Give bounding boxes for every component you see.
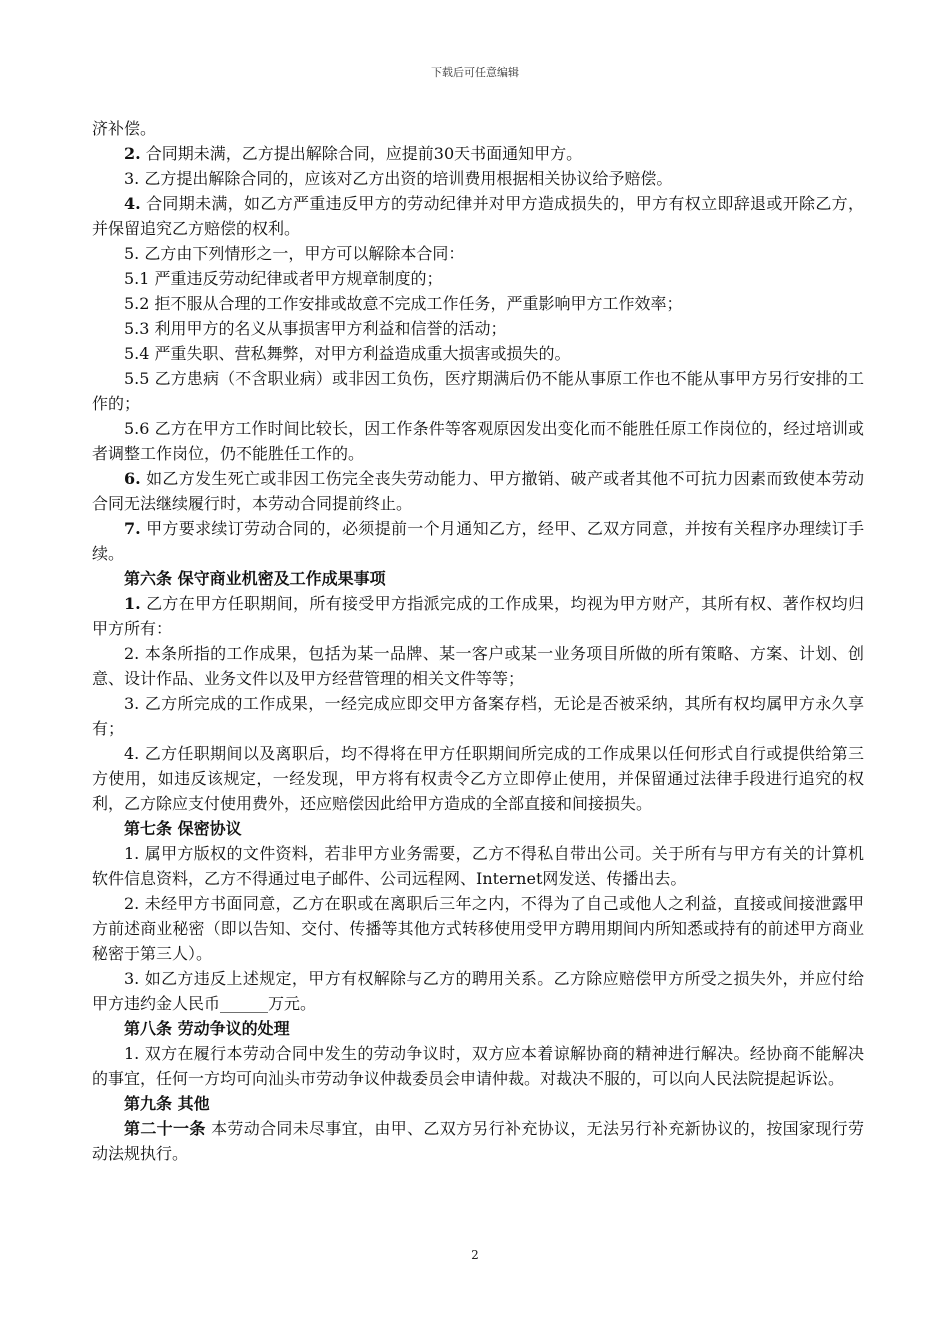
paragraph [92, 366, 864, 416]
paragraph [92, 741, 864, 816]
paragraph [92, 266, 864, 291]
paragraph [92, 416, 864, 466]
paragraph [92, 341, 864, 366]
paragraph [92, 116, 864, 141]
paragraph-text: 第九条 其他 [124, 1094, 210, 1113]
paragraph [92, 1041, 864, 1091]
paragraph [92, 891, 864, 966]
paragraph-text: 5.4 严重失职、营私舞弊，对甲方利益造成重大损害或损失的。 [124, 344, 571, 363]
paragraph-text: 3. 乙方所完成的工作成果，一经完成应即交甲方备案存档，无论是否被采纳，其所有权均属甲方永久享有； [92, 694, 864, 738]
paragraph [92, 316, 864, 341]
paragraph-text: 3. 如乙方违反上述规定，甲方有权解除与乙方的聘用关系。乙方除应赔偿甲方所受之损失外，并应付给甲方违约金人民币______万元。 [92, 969, 864, 1013]
section-heading [92, 566, 864, 591]
paragraph-number: 4. [124, 194, 141, 213]
paragraph-text: 济补偿。 [92, 119, 157, 138]
paragraph-text: 第六条 保守商业机密及工作成果事项 [124, 569, 386, 588]
paragraph-text: 合同期未满，乙方提出解除合同，应提前30天书面通知甲方。 [140, 144, 583, 163]
page-header: 下载后可任意编辑 [431, 66, 519, 79]
paragraph [92, 166, 864, 191]
paragraph-text: 5.6 乙方在甲方工作时间比较长，因工作条件等客观原因发出变化而不能胜任原工作岗位的，经过培训或者调整工作岗位，仍不能胜任工作的。 [92, 419, 864, 463]
paragraph [92, 466, 864, 516]
paragraph-text: 3. 乙方提出解除合同的，应该对乙方出资的培训费用根据相关协议给予赔偿。 [124, 169, 673, 188]
paragraph-text: 第七条 保密协议 [124, 819, 242, 838]
paragraph-text: 第八条 劳动争议的处理 [124, 1019, 290, 1038]
paragraph [92, 966, 864, 1016]
paragraph-text: 5.5 乙方患病（不含职业病）或非因工负伤，医疗期满后仍不能从事原工作也不能从事甲方另行安排的工作的； [92, 369, 864, 413]
paragraph-text: 5. 乙方由下列情形之一，甲方可以解除本合同： [124, 244, 465, 263]
section-heading [92, 1091, 864, 1116]
paragraph [92, 241, 864, 266]
page-number: 2 [471, 1248, 479, 1262]
paragraph-text: 5.1 严重违反劳动纪律或者甲方规章制度的； [124, 269, 443, 288]
paragraph-number: 1. [124, 594, 141, 613]
section-heading [92, 816, 864, 841]
paragraph-text: 1. 双方在履行本劳动合同中发生的劳动争议时，双方应本着谅解协商的精神进行解决。经协商不能解决的事宜，任何一方均可向汕头市劳动争议仲裁委员会申请仲裁。对裁决不服的，可以向人民法院提起诉讼。 [92, 1044, 864, 1088]
paragraph-number: 6. [124, 469, 141, 488]
paragraph-text: 如乙方发生死亡或非因工伤完全丧失劳动能力、甲方撤销、破产或者其他不可抗力因素而致使本劳动合同无法继续履行时，本劳动合同提前终止。 [92, 469, 864, 513]
paragraph-text: 4. 乙方任职期间以及离职后，均不得将在甲方任职期间所完成的工作成果以任何形式自行或提供给第三方使用，如违反该规定，一经发现，甲方将有权责令乙方立即停止使用，并保留通过法律手段进行追究的权利，乙方除应支付使用费外，还应赔偿因此给甲方造成的全部直接和间接损失。 [92, 744, 864, 813]
paragraph-text: 5.2 拒不服从合理的工作安排或故意不完成工作任务，严重影响甲方工作效率； [124, 294, 683, 313]
paragraph-text: 本劳动合同未尽事宜，由甲、乙双方另行补充协议，无法另行补充新协议的，按国家现行劳动法规执行。 [92, 1119, 864, 1163]
paragraph-text: 2. 未经甲方书面同意，乙方在职或在离职后三年之内，不得为了自己或他人之利益，直接或间接泄露甲方前述商业秘密（即以告知、交付、传播等其他方式转移使用受甲方聘用期间内所知悉或持有的前述甲方商业秘密于第三人）。 [92, 894, 864, 963]
paragraph [92, 641, 864, 691]
paragraph-text: 合同期未满，如乙方严重违反甲方的劳动纪律并对甲方造成损失的，甲方有权立即辞退或开除乙方，并保留追究乙方赔偿的权利。 [92, 194, 864, 238]
paragraph [92, 841, 864, 891]
paragraph-text: 5.3 利用甲方的名义从事损害甲方利益和信誉的活动； [124, 319, 507, 338]
paragraph-number: 2. [124, 144, 141, 163]
paragraph [92, 291, 864, 316]
document-body [92, 116, 864, 1166]
paragraph [92, 191, 864, 241]
paragraph-text: 甲方要求续订劳动合同的，必须提前一个月通知乙方，经甲、乙双方同意，并按有关程序办理续订手续。 [92, 519, 864, 563]
paragraph-text: 乙方在甲方任职期间，所有接受甲方指派完成的工作成果，均视为甲方财产，其所有权、著作权均归甲方所有： [92, 594, 864, 638]
paragraph-text: 1. 属甲方版权的文件资料，若非甲方业务需要，乙方不得私自带出公司。关于所有与甲方有关的计算机软件信息资料，乙方不得通过电子邮件、公司远程网、Internet网发送、传播出去。 [92, 844, 864, 888]
paragraph [92, 591, 864, 641]
paragraph [92, 141, 864, 166]
paragraph-text: 2. 本条所指的工作成果，包括为某一品牌、某一客户或某一业务项目所做的所有策略、方案、计划、创意、设计作品、业务文件以及甲方经营管理的相关文件等等； [92, 644, 864, 688]
paragraph [92, 691, 864, 741]
paragraph [92, 1116, 864, 1166]
paragraph-number: 第二十一条 [124, 1119, 206, 1138]
paragraph [92, 516, 864, 566]
paragraph-number: 7. [124, 519, 141, 538]
section-heading [92, 1016, 864, 1041]
